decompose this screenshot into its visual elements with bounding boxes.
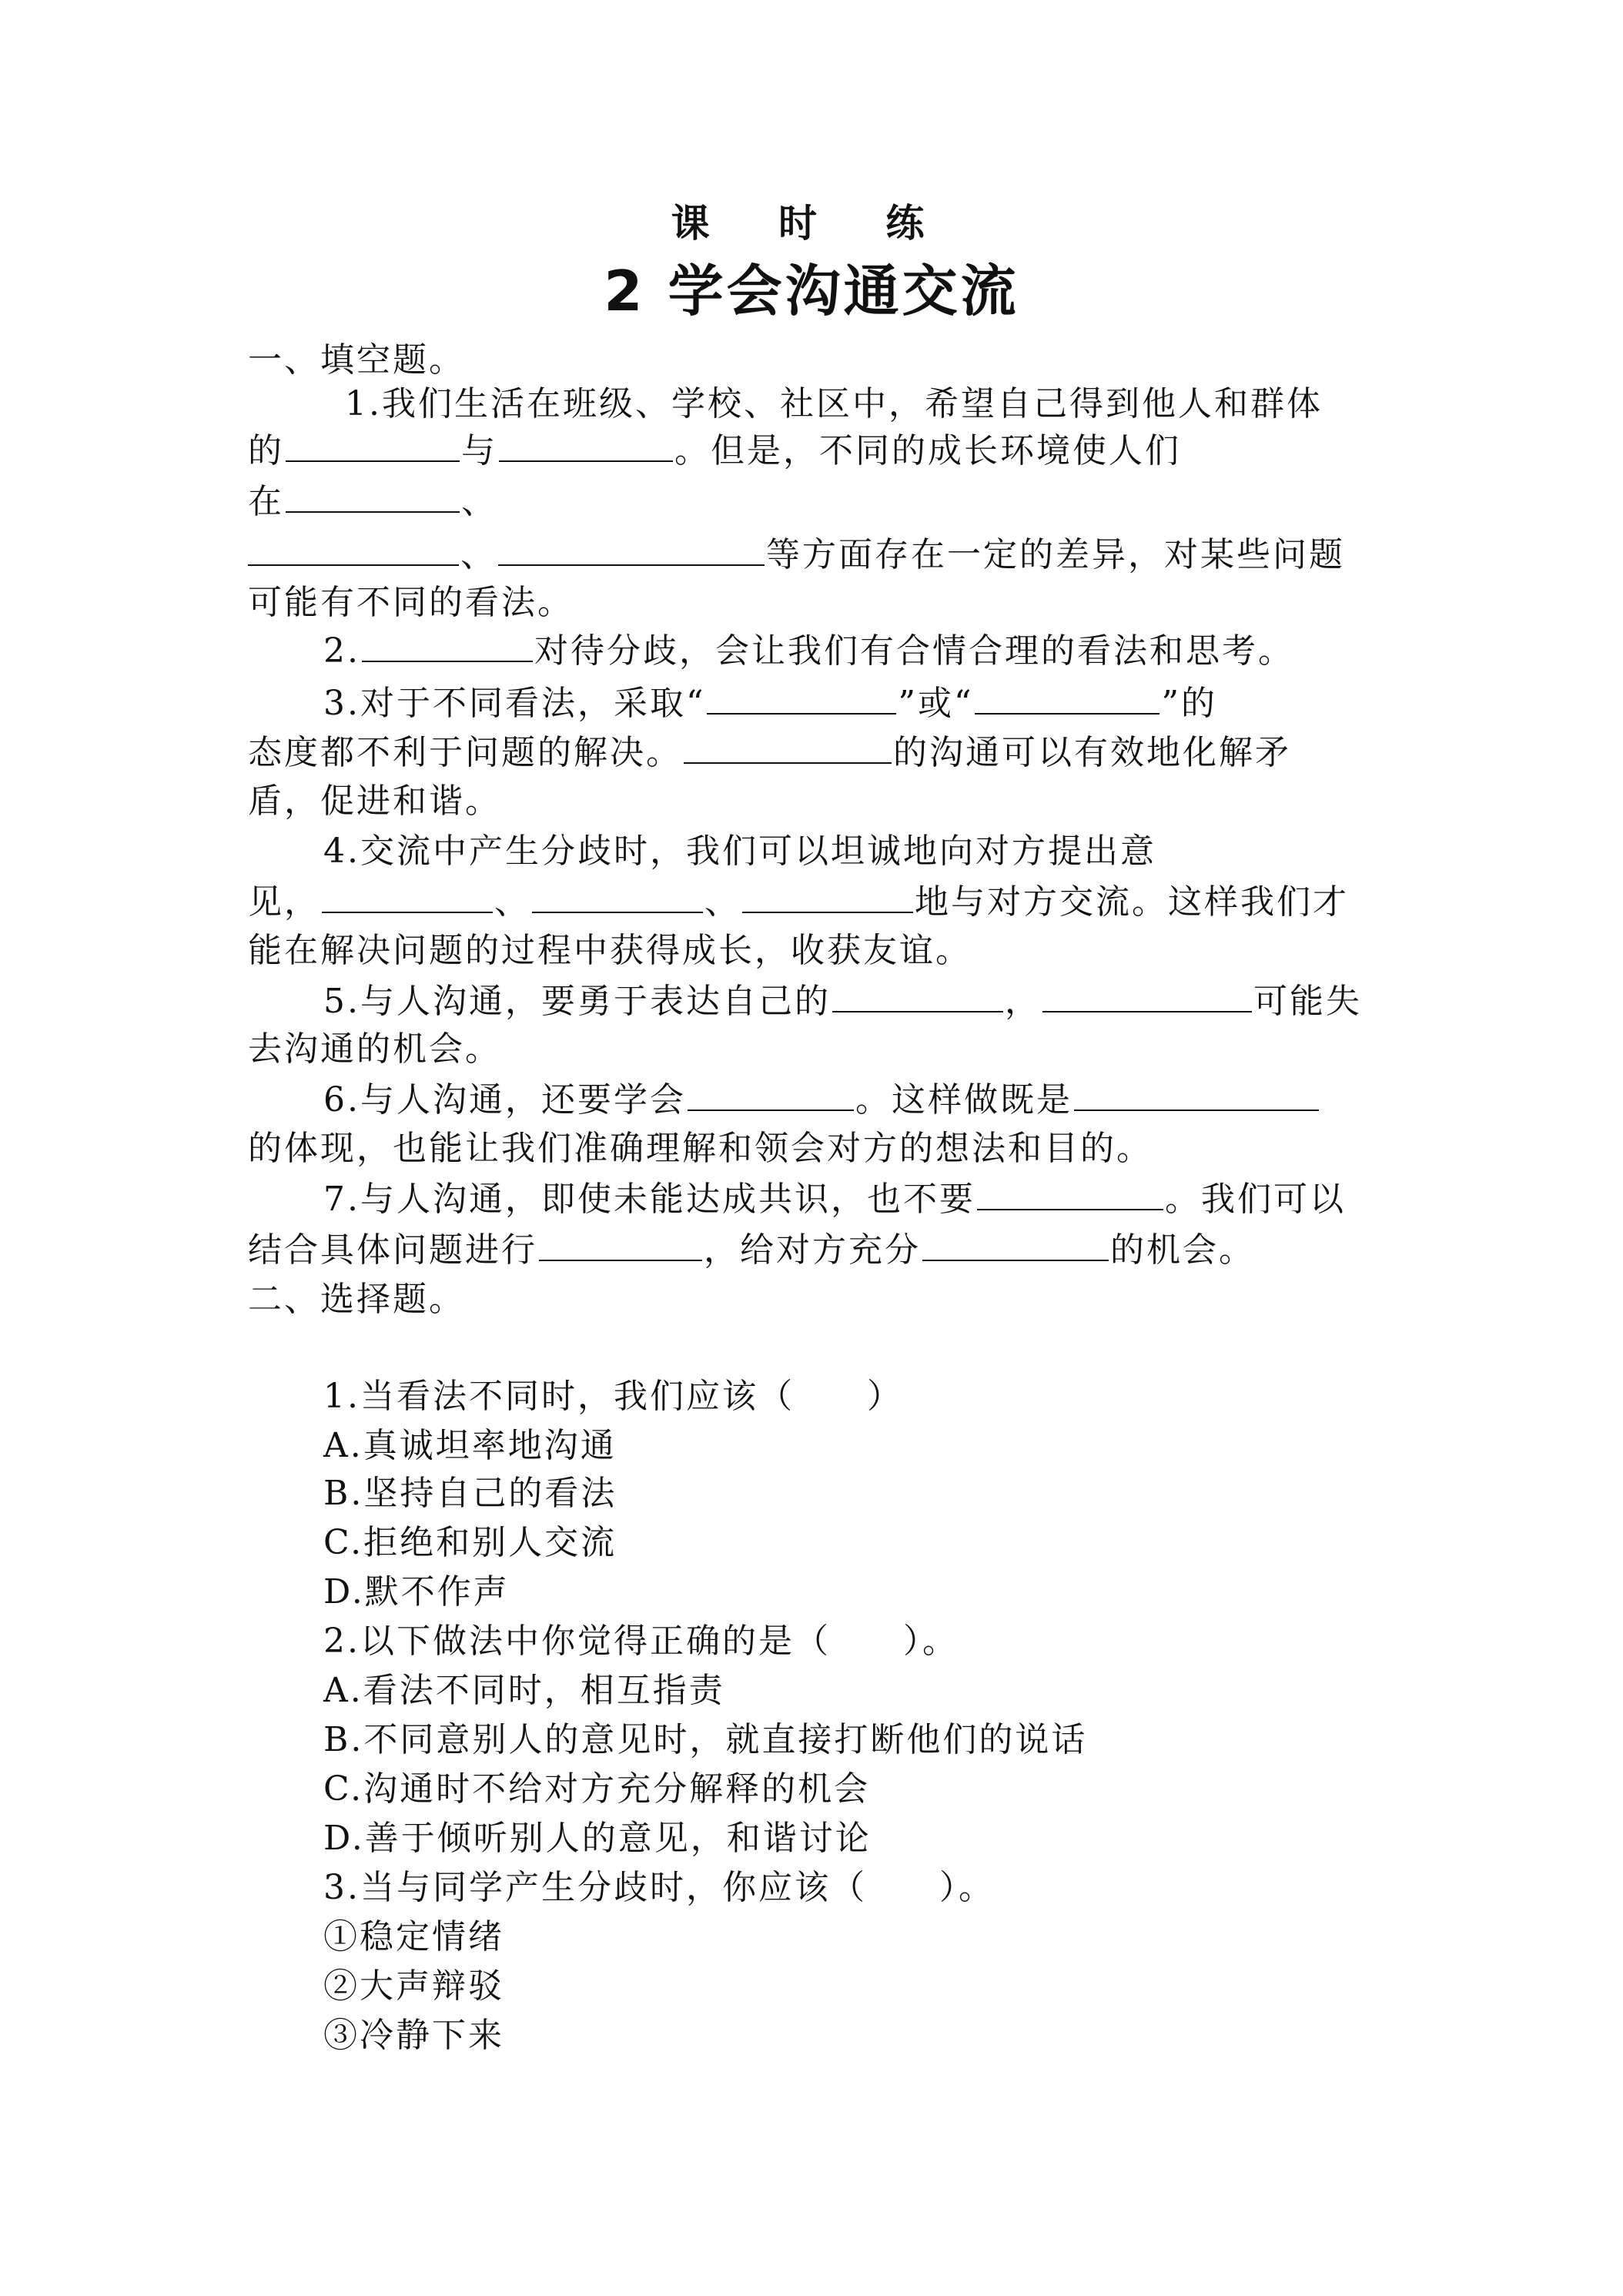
q4-blank-1[interactable] (322, 881, 493, 913)
choice-q3-stem: 3.当与同学产生分歧时，你应该（ ）。 (323, 1868, 995, 1907)
q3-text: 态度都不利于问题的解决。 (248, 733, 682, 772)
q1-text: 与 (461, 431, 497, 470)
q5-text: 5.与人沟通，要勇于表达自己的 (323, 982, 831, 1021)
choice-q2-option-d: D.善于倾听别人的意见，和谐讨论 (323, 1819, 872, 1858)
choice-q2-option-c: C.沟通时不给对方充分解释的机会 (323, 1769, 871, 1809)
q3-text: ”或“ (898, 684, 974, 723)
q7-blank-2[interactable] (539, 1229, 702, 1261)
q3-blank-2[interactable] (975, 682, 1160, 715)
q1-line-5: 可能有不同的看法。 (248, 583, 574, 622)
q3-line-3: 盾，促进和谐。 (248, 782, 501, 821)
q6-text: 6.与人沟通，还要学会 (323, 1080, 686, 1120)
q3-blank-1[interactable] (707, 682, 896, 715)
q4-line-2 (248, 879, 1349, 926)
choice-q3-option-1: ①稳定情绪 (323, 1917, 504, 1956)
q1-blank-3[interactable] (286, 480, 460, 513)
choice-q1-option-b: B.坚持自己的看法 (323, 1474, 617, 1513)
worksheet-supertitle: 课 时 练 (671, 201, 952, 246)
q1-blank-2[interactable] (499, 430, 673, 462)
choice-q1-stem: 1.当看法不同时，我们应该（ ） (323, 1377, 903, 1416)
q6-blank-2[interactable] (1074, 1079, 1319, 1111)
q7-line-1 (323, 1176, 1346, 1223)
choice-q1-option-a: A.真诚坦率地沟通 (323, 1426, 617, 1465)
choice-q2-stem: 2.以下做法中你觉得正确的是（ ）。 (323, 1622, 959, 1661)
q5-blank-1[interactable] (832, 980, 1003, 1012)
q2-blank-1[interactable] (362, 630, 533, 662)
section-heading-fill: 一、填空题。 (248, 340, 465, 380)
q3-line-2 (248, 729, 1291, 777)
q5-text: ， (1004, 982, 1041, 1021)
q7-text: 7.与人沟通，即使未能达成共识，也不要 (323, 1180, 975, 1219)
q7-text: 的机会。 (1110, 1230, 1255, 1270)
q7-text: 。我们可以 (1164, 1180, 1346, 1219)
q5-blank-2[interactable] (1042, 980, 1252, 1012)
q4-blank-3[interactable] (742, 881, 913, 913)
q3-text: 3.对于不同看法，采取“ (323, 684, 706, 723)
q7-line-2 (248, 1227, 1255, 1274)
q5-line-1 (323, 978, 1362, 1026)
q1-line-4 (248, 531, 1345, 579)
q1-blank-1[interactable] (286, 430, 460, 462)
q3-blank-3[interactable] (684, 731, 892, 764)
choice-q1-option-c: C.拒绝和别人交流 (323, 1523, 617, 1562)
q1-text: 的 (248, 431, 284, 470)
q6-blank-1[interactable] (688, 1079, 854, 1111)
q4-blank-2[interactable] (532, 881, 703, 913)
section-heading-choice: 二、选择题。 (248, 1280, 465, 1319)
q5-text: 可能失 (1253, 982, 1362, 1021)
choice-q2-option-b: B.不同意别人的意见时，就直接打断他们的说话 (323, 1720, 1088, 1759)
q1-text: 、 (461, 482, 497, 521)
q4-line-1: 4.交流中产生分歧时，我们可以坦诚地向对方提出意 (323, 832, 1156, 871)
q1-blank-4[interactable] (248, 534, 459, 566)
q4-text: 地与对方交流。这样我们才 (915, 882, 1349, 922)
q1-line-3 (248, 478, 497, 526)
q2-text: 对待分歧，会让我们有合情合理的看法和思考。 (534, 631, 1294, 671)
choice-q1-option-d: D.默不作声 (323, 1572, 510, 1612)
q6-line-1 (323, 1076, 1320, 1124)
q1-text: 、 (460, 535, 497, 574)
q1-line-2 (248, 427, 1181, 475)
q2-line-1 (323, 628, 1294, 675)
q3-text: 的沟通可以有效地化解矛 (893, 733, 1291, 772)
q3-text: ”的 (1161, 684, 1217, 723)
q6-line-2: 的体现，也能让我们准确理解和领会对方的想法和目的。 (248, 1129, 1153, 1168)
q7-blank-3[interactable] (922, 1229, 1109, 1261)
q1-line-1: 1.我们生活在班级、学校、社区中，希望自己得到他人和群体 (345, 384, 1323, 423)
q4-text: 、 (704, 882, 741, 922)
choice-q3-option-2: ②大声辩驳 (323, 1966, 504, 2006)
q7-text: 结合具体问题进行 (248, 1230, 537, 1270)
q5-line-2: 去沟通的机会。 (248, 1029, 501, 1069)
q7-text: ，给对方充分 (704, 1230, 921, 1270)
q1-text: 在 (248, 482, 284, 521)
choice-q2-option-a: A.看法不同时，相互指责 (323, 1671, 725, 1710)
q2-text: 2. (323, 631, 360, 671)
q7-blank-1[interactable] (977, 1178, 1163, 1210)
q1-text: 等方面存在一定的差异，对某些问题 (766, 535, 1345, 574)
choice-q3-option-3: ③冷静下来 (323, 2016, 504, 2055)
worksheet-title: 2 学会沟通交流 (604, 259, 1019, 323)
q4-text: 、 (494, 882, 530, 922)
q4-line-3: 能在解决问题的过程中获得成长，收获友谊。 (248, 931, 972, 970)
q4-text: 见， (248, 882, 320, 922)
q6-text: 。这样做既是 (855, 1080, 1073, 1120)
q1-blank-5[interactable] (498, 534, 765, 566)
q1-text: 。但是，不同的成长环境使人们 (674, 431, 1181, 470)
q3-line-1 (323, 680, 1217, 728)
